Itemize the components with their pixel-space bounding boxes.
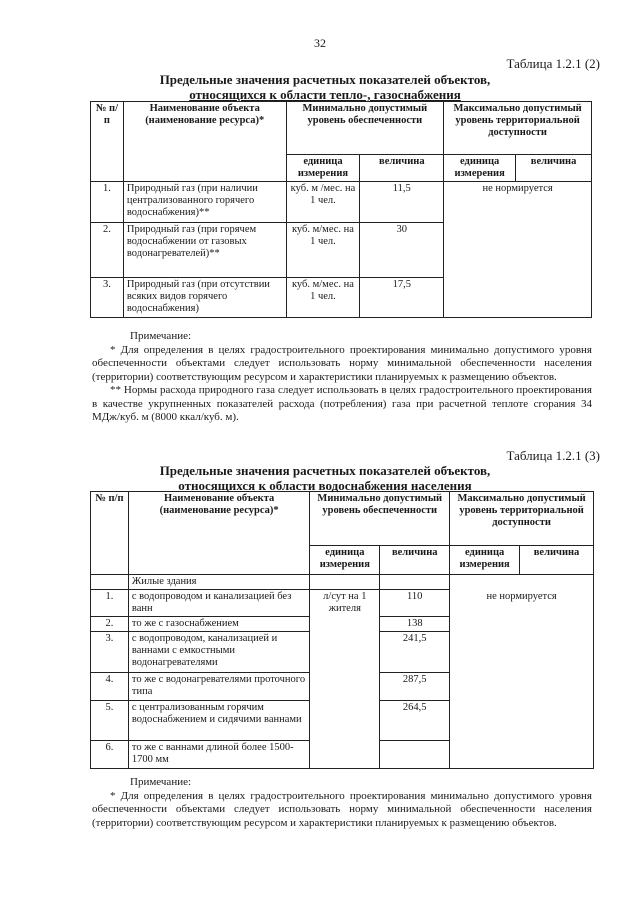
table1-max-value: не нормируется (444, 182, 592, 318)
row-unit: куб. м/мес. на 1 чел. (286, 223, 360, 278)
note-title: Примечание: (130, 776, 192, 788)
row-name: Природный газ (при горячем водоснабжении от газовых водонагревателей)** (123, 223, 286, 278)
table1-header-num: № п/п (91, 102, 124, 182)
table2-group-label: Жилые здания (128, 575, 309, 590)
table2-ref: Таблица 1.2.1 (3) (506, 448, 600, 463)
table1-header-value: величина (360, 155, 444, 182)
table2-max-value: не нормируется (450, 590, 594, 769)
table1-header-min: Минимально допустимый уровень обеспеченности (286, 102, 444, 155)
table2-header-unit: единица измерения (310, 546, 380, 575)
row-value: 11,5 (360, 182, 444, 223)
row-value: 30 (360, 223, 444, 278)
table2-header-unit2: единица измерения (450, 546, 520, 575)
row-name: с водопроводом и канализацией без ванн (128, 590, 309, 617)
row-value: 110 (380, 590, 450, 617)
row-value (380, 741, 450, 769)
row-value: 264,5 (380, 701, 450, 741)
row-num: 2. (91, 617, 129, 632)
table-row (91, 590, 594, 617)
row-num: 4. (91, 673, 129, 701)
row-value: 287,5 (380, 673, 450, 701)
table2-header-value2: величина (520, 546, 594, 575)
table1-ref: Таблица 1.2.1 (2) (506, 56, 600, 71)
row-num: 2. (91, 223, 124, 278)
row-name: Природный газ (при наличии централизованного горячего водоснабжения)** (123, 182, 286, 223)
table1-header-unit: единица измерения (286, 155, 360, 182)
note-text-1: * Для определения в целях градостроительного проектирования минимально допустимого уровня обеспеченности объектами следует использовать норму минимальной обеспеченности населения (территории) соответствующим ресурсом и характеристики планируемых к размещению объектов. (92, 789, 592, 829)
table2-header-min: Минимально допустимый уровень обеспеченности (310, 492, 450, 546)
table2 (90, 491, 594, 769)
row-num: 3. (91, 632, 129, 673)
row-unit: куб. м /мес. на 1 чел. (286, 182, 360, 223)
row-value: 138 (380, 617, 450, 632)
table1-header-value2: величина (516, 155, 592, 182)
table-row (91, 182, 592, 223)
table2-note (92, 776, 592, 830)
table2-title: Предельные значения расчетных показателей объектов, относящихся к области водоснабжения населения (159, 463, 491, 493)
row-name: с централизованным горячим водоснабжением и сидячими ваннами (128, 701, 309, 741)
table1-title: Предельные значения расчетных показателей объектов, относящихся к области тепло-, газоснабжения (159, 72, 491, 102)
row-num: 6. (91, 741, 129, 769)
table2-header-name: Наименование объекта (наименование ресурса)* (128, 492, 309, 575)
row-value: 17,5 (360, 278, 444, 318)
note-text-1: * Для определения в целях градостроительного проектирования минимально допустимого уровня обеспеченности объектами следует использовать норму минимальной обеспеченности населения (территории) соответствующим ресурсом и характеристики планируемых к размещению объектов. (92, 343, 592, 383)
row-value: 241,5 (380, 632, 450, 673)
row-name: то же с водонагревателями проточного типа (128, 673, 309, 701)
row-name: то же с газоснабжением (128, 617, 309, 632)
row-num: 1. (91, 182, 124, 223)
row-name: с водопроводом, канализацией и ваннами с емкостными водонагревателями (128, 632, 309, 673)
table2-unit: л/сут на 1 жителя (310, 590, 380, 769)
row-name: то же с ваннами длиной более 1500-1700 мм (128, 741, 309, 769)
table1-note (92, 330, 592, 425)
note-title: Примечание: (130, 330, 192, 342)
page-number: 32 (314, 36, 326, 50)
note-text-2: ** Нормы расхода природного газа следует использовать в целях градостроительного проектирования в качестве укрупненных показателей расхода (потребления) газа при расчетной теплоте сгорания 34 МДж/куб. м (8000 ккал/куб. м). (92, 384, 592, 423)
table1-header-unit2: единица измерения (444, 155, 516, 182)
table1 (90, 101, 592, 318)
table2-header-max: Максимально допустимый уровень территориальной доступности (450, 492, 594, 546)
row-num: 1. (91, 590, 129, 617)
row-num: 5. (91, 701, 129, 741)
table1-header-max: Максимально допустимый уровень территориальной доступности (444, 102, 592, 155)
row-name: Природный газ (при отсутствии всяких видов горячего водоснабжения) (123, 278, 286, 318)
row-unit: куб. м/мес. на 1 чел. (286, 278, 360, 318)
table2-header-value: величина (380, 546, 450, 575)
table2-header-num: № п/п (91, 492, 129, 575)
row-num: 3. (91, 278, 124, 318)
table1-header-name: Наименование объекта (наименование ресурса)* (123, 102, 286, 182)
